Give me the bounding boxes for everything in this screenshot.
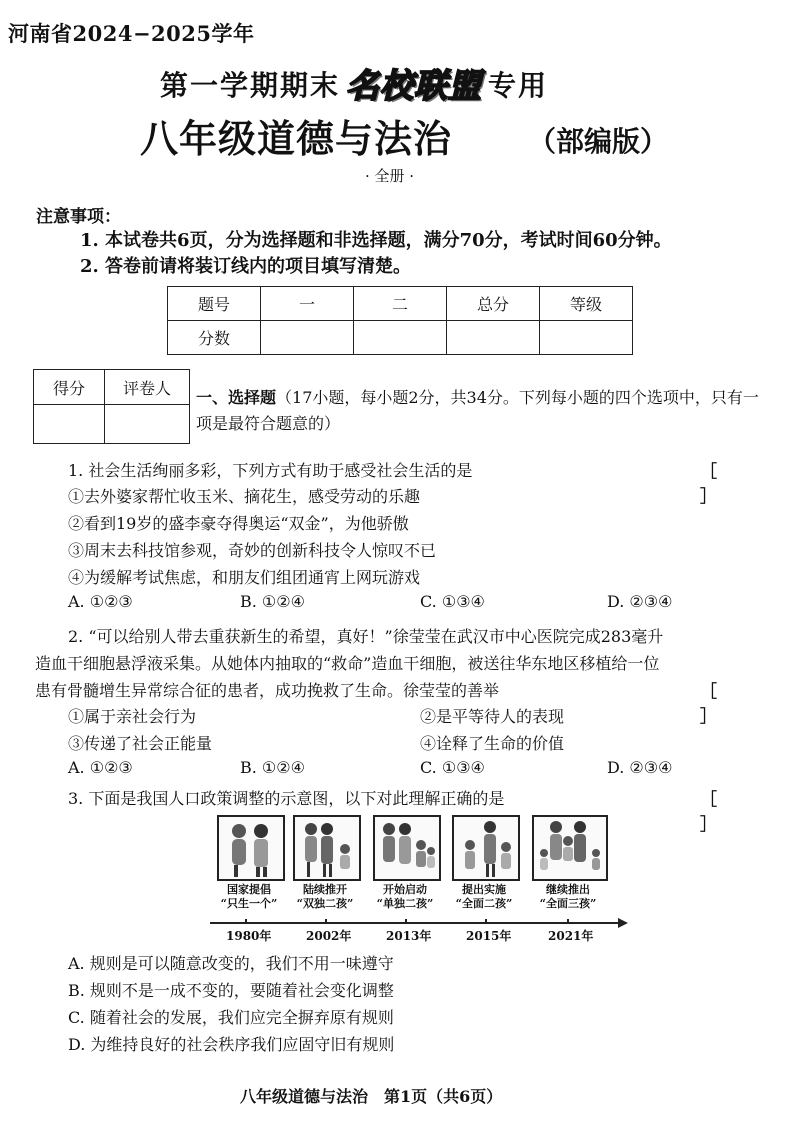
- section-name: 一、选择题: [196, 388, 277, 407]
- score-input-cell[interactable]: [540, 321, 633, 355]
- option-b[interactable]: B. ①②④: [240, 758, 305, 777]
- grader-score-label: 得分: [34, 370, 105, 405]
- timeline-year: 1980年: [226, 929, 272, 943]
- option-d[interactable]: D. ②③④: [607, 758, 673, 777]
- family-one-child-illustration: [217, 815, 285, 881]
- scope-label: · 全册 ·: [365, 167, 415, 185]
- timeline-year: 2015年: [466, 929, 512, 943]
- family-double-only-illustration: [293, 815, 361, 881]
- score-table-value-row: [168, 321, 633, 355]
- grader-name-label: 评卷人: [105, 370, 190, 405]
- question-stem-line: 患有骨髓增生异常综合征的患者，成功挽救了生命。徐莹莹的善举: [35, 681, 500, 700]
- statement: ①去外婆家帮忙收玉米、摘花生，感受劳动的乐趣: [68, 487, 421, 506]
- notes-heading: 注意事项：: [36, 207, 121, 227]
- brand-logo-text: 名校联盟: [346, 66, 483, 105]
- edition-label: （部编版）: [528, 125, 669, 158]
- section-heading: [196, 385, 771, 437]
- timeline-year: 2002年: [306, 929, 352, 943]
- statement: ④诠释了生命的价值: [420, 734, 565, 753]
- timeline-year: 2013年: [386, 929, 432, 943]
- grader-score-input[interactable]: [34, 405, 105, 444]
- policy-label: 陆续推开 “双独二孩”: [296, 883, 354, 910]
- score-input-cell[interactable]: [261, 321, 354, 355]
- score-header-cell: 二: [354, 287, 447, 321]
- family-three-child-illustration: [532, 815, 608, 881]
- option-a[interactable]: A. ①②③: [68, 592, 133, 611]
- option-a[interactable]: A. ①②③: [68, 758, 133, 777]
- option-c[interactable]: C. 随着社会的发展，我们应完全摒弃原有规则: [68, 1008, 394, 1027]
- option-b[interactable]: B. ①②④: [240, 592, 305, 611]
- family-single-only-illustration: [373, 815, 441, 881]
- timeline-year: 2021年: [548, 929, 594, 943]
- policy-label: 继续推出 “全面三孩”: [539, 883, 597, 910]
- score-header-cell: 等级: [540, 287, 633, 321]
- statement: ④为缓解考试焦虑，和朋友们组团通宵上网玩游戏: [68, 568, 421, 587]
- statement: ③传递了社会正能量: [68, 734, 213, 753]
- score-input-cell[interactable]: [354, 321, 447, 355]
- subtitle-suffix: 专用: [488, 68, 549, 102]
- option-a[interactable]: A. 规则是可以随意改变的，我们不用一味遵守: [68, 954, 394, 973]
- statement: ③周末去科技馆参观，奇妙的创新科技令人惊叹不已: [68, 541, 437, 560]
- policy-label: 国家提倡 “只生一个”: [220, 883, 278, 910]
- question-stem-line: 造血干细胞悬浮液采集。从她体内抽取的“救命”造血干细胞，被送往华东地区移植给一位: [35, 654, 660, 673]
- score-header-cell: 一: [261, 287, 354, 321]
- policy-label: 开始启动 “单独二孩”: [376, 883, 434, 910]
- answer-bracket[interactable]: ［ ］: [700, 682, 751, 727]
- page-footer: 八年级道德与法治 第1页（共6页）: [240, 1087, 503, 1106]
- statement: ②是平等待人的表现: [420, 707, 565, 726]
- page-title: 八年级道德与法治: [140, 116, 453, 161]
- option-c[interactable]: C. ①③④: [420, 592, 485, 611]
- exam-subtitle: [160, 60, 548, 107]
- score-row-label: 分数: [168, 321, 261, 355]
- statement: ②看到19岁的盛李豪夺得奥运“双金”，为他骄傲: [68, 514, 409, 533]
- question-stem-line: 2. “可以给别人带去重获新生的希望，真好！”徐莹莹在武汉市中心医院完成283毫升: [68, 627, 664, 646]
- answer-bracket[interactable]: ［ ］: [700, 790, 751, 835]
- option-b[interactable]: B. 规则不是一成不变的，要随着社会变化调整: [68, 981, 394, 1000]
- grader-name-input[interactable]: [105, 405, 190, 444]
- subtitle-prefix: 第一学期期末: [160, 68, 341, 102]
- family-two-child-illustration: [452, 815, 520, 881]
- option-d[interactable]: D. 为维持良好的社会秩序我们应固守旧有规则: [68, 1035, 395, 1054]
- score-header-cell: 总分: [447, 287, 540, 321]
- note-item: 1. 本试卷共6页，分为选择题和非选择题，满分70分，考试时间60分钟。: [80, 230, 672, 251]
- grader-table: [33, 369, 190, 444]
- answer-bracket[interactable]: ［ ］: [700, 462, 751, 507]
- policy-label: 提出实施 “全面二孩”: [455, 883, 513, 910]
- score-table: [167, 286, 633, 355]
- score-input-cell[interactable]: [447, 321, 540, 355]
- question-stem: 1. 社会生活绚丽多彩，下列方式有助于感受社会生活的是: [68, 461, 473, 480]
- exam-region-year: 河南省2024−2025学年: [8, 21, 255, 46]
- score-header-cell: 题号: [168, 287, 261, 321]
- note-item: 2. 答卷前请将装订线内的项目填写清楚。: [80, 256, 412, 277]
- option-d[interactable]: D. ②③④: [607, 592, 673, 611]
- score-table-header-row: [168, 287, 633, 321]
- statement: ①属于亲社会行为: [68, 707, 197, 726]
- section-description: （17小题，每小题2分，共34分。下列每小题的四个选项中，只有一项是最符合题意的）: [196, 388, 759, 433]
- question-stem: 3. 下面是我国人口政策调整的示意图，以下对此理解正确的是: [68, 789, 505, 808]
- option-c[interactable]: C. ①③④: [420, 758, 485, 777]
